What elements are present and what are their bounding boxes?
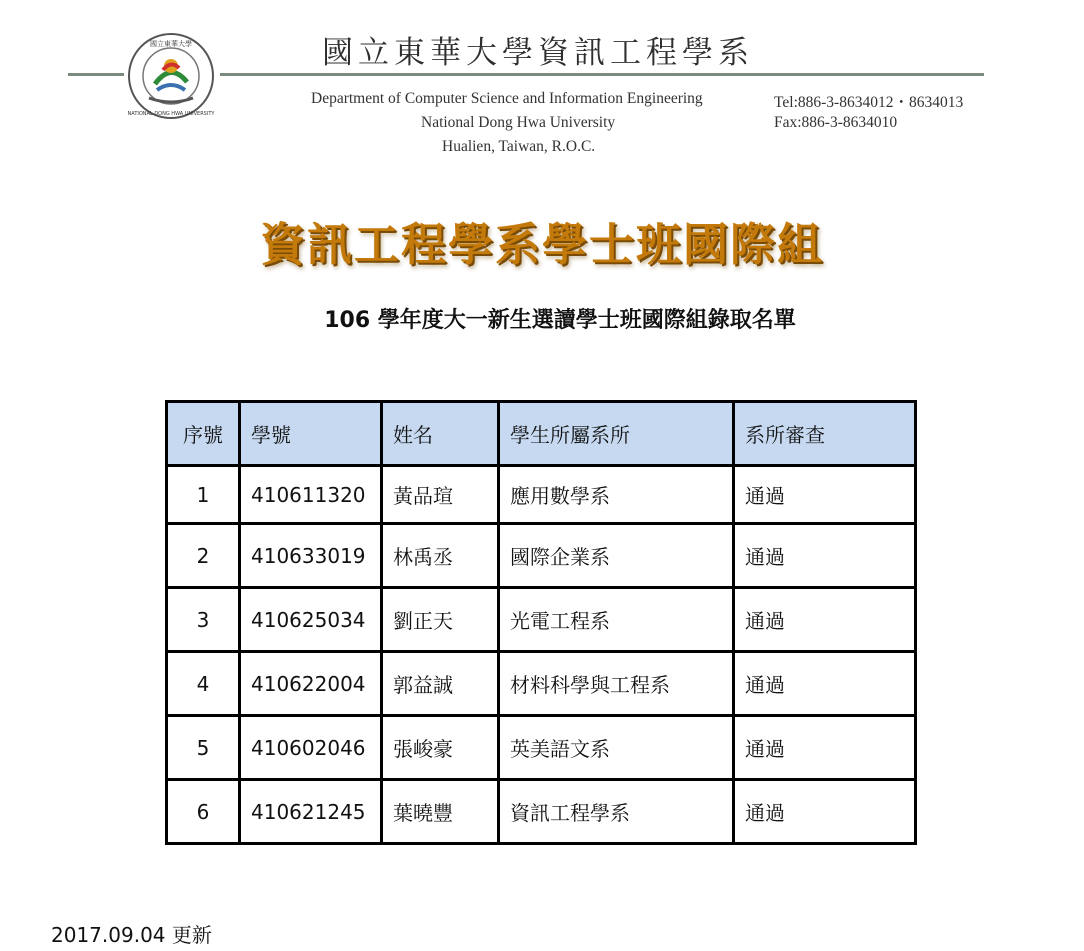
row-name: 林禹丞 — [382, 524, 499, 588]
row-review: 通過 — [734, 652, 916, 716]
row-department: 資訊工程學系 — [499, 780, 734, 844]
row-no: 3 — [167, 588, 240, 652]
document-subtitle: 106 學年度大一新生選讀學士班國際組錄取名單 — [324, 308, 796, 333]
row-no: 2 — [167, 524, 240, 588]
table-row — [167, 780, 916, 844]
row-name: 劉正天 — [382, 588, 499, 652]
table-row — [167, 466, 916, 524]
row-no: 5 — [167, 716, 240, 780]
row-department: 材料科學與工程系 — [499, 652, 734, 716]
row-review: 通過 — [734, 716, 916, 780]
update-date: 2017.09.04 更新 — [51, 923, 212, 947]
row-review: 通過 — [734, 780, 916, 844]
header-student-id: 學號 — [240, 402, 382, 466]
header-department: 學生所屬系所 — [499, 402, 734, 466]
header-review: 系所審查 — [734, 402, 916, 466]
admission-table — [165, 400, 917, 845]
row-name: 郭益誠 — [382, 652, 499, 716]
location: Hualien, Taiwan, R.O.C. — [442, 138, 596, 155]
row-department: 應用數學系 — [499, 466, 734, 524]
telephone: Tel:886-3-8634012・8634013 — [774, 94, 964, 111]
row-no: 4 — [167, 652, 240, 716]
header-no: 序號 — [167, 402, 240, 466]
row-review: 通過 — [734, 466, 916, 524]
table-row — [167, 524, 916, 588]
row-no: 6 — [167, 780, 240, 844]
university-english-name: National Dong Hwa University — [421, 114, 616, 131]
table-row — [167, 716, 916, 780]
seal-top-text: 國立東華大學 — [150, 40, 192, 48]
department-english-name: Department of Computer Science and Information Engineering — [311, 90, 703, 107]
row-student-id: 410621245 — [240, 780, 382, 844]
row-department: 英美語文系 — [499, 716, 734, 780]
header-name: 姓名 — [382, 402, 499, 466]
row-name: 張峻豪 — [382, 716, 499, 780]
row-student-id: 410633019 — [240, 524, 382, 588]
table-row — [167, 588, 916, 652]
university-seal-icon — [127, 32, 215, 120]
table-header-row — [167, 402, 916, 466]
row-name: 葉曉豐 — [382, 780, 499, 844]
row-student-id: 410611320 — [240, 466, 382, 524]
row-department: 光電工程系 — [499, 588, 734, 652]
row-no: 1 — [167, 466, 240, 524]
row-student-id: 410622004 — [240, 652, 382, 716]
department-chinese-name: 國立東華大學資訊工程學系 — [322, 35, 754, 71]
document-title: 資訊工程學系學士班國際組 — [259, 218, 824, 271]
row-department: 國際企業系 — [499, 524, 734, 588]
row-name: 黃品瑄 — [382, 466, 499, 524]
row-student-id: 410625034 — [240, 588, 382, 652]
row-student-id: 410602046 — [240, 716, 382, 780]
table-row — [167, 652, 916, 716]
seal-bottom-text: NATIONAL DONG HWA UNIVERSITY — [127, 111, 215, 117]
fax: Fax:886-3-8634010 — [774, 114, 898, 131]
row-review: 通過 — [734, 588, 916, 652]
row-review: 通過 — [734, 524, 916, 588]
